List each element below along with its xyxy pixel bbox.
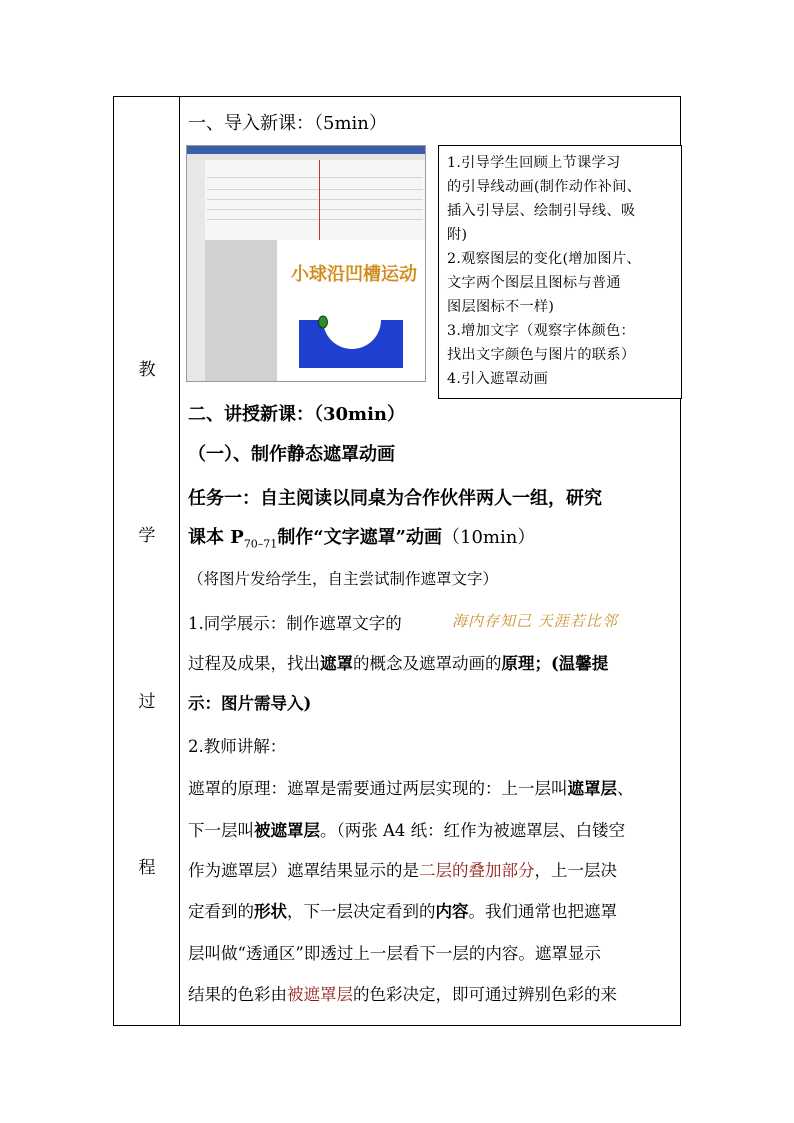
callout-line-9: 找出文字颜色与图片的联系） xyxy=(447,347,636,363)
intro-notes-callout xyxy=(438,145,682,399)
callout-line-3: 插入引导层、绘制引导线、吸 xyxy=(447,203,636,219)
section2-heading: 二、讲授新课：（30min） xyxy=(188,404,406,425)
label-char-4: 程 xyxy=(138,858,156,878)
content-column xyxy=(180,97,680,1025)
callout-line-1: 1.引导学生回顾上节课学习 xyxy=(447,155,621,171)
stage-title-text: 小球沿凹槽运动 xyxy=(291,264,417,285)
label-char-1: 教 xyxy=(138,360,156,380)
flash-title-bar xyxy=(187,146,425,154)
task-line-2: 课本 $P_{70-71}$制作“文字遮罩”动画（10min） xyxy=(188,527,536,551)
explain-line-2: 下一层叫被遮罩层。（两张 A4 纸：红作为被遮罩层、白镂空 xyxy=(188,821,626,840)
ball-graphic xyxy=(319,316,328,328)
callout-line-6: 文字两个图层且图标与普通 xyxy=(447,275,621,291)
section1-heading: 一、导入新课：（5min） xyxy=(188,113,387,134)
explain-line-1: 遮罩的原理：遮罩是需要通过两层实现的：上一层叫遮罩层、 xyxy=(188,779,634,798)
explain-line-6: 结果的色彩由被遮罩层的色彩决定，即可通过辨别色彩的来 xyxy=(188,985,617,1004)
explain-line-4: 定看到的形状，下一层决定看到的内容。我们通常也把遮罩 xyxy=(188,902,617,921)
label-char-3: 过 xyxy=(138,692,156,712)
flash-toolbox xyxy=(187,160,206,381)
explain-line-3: 作为遮罩层）遮罩结果显示的是二层的叠加部分，上一层决 xyxy=(188,861,617,880)
callout-line-4: 附) xyxy=(447,227,468,243)
point1-line2: 过程及成果，找出遮罩的概念及遮罩动画的原理；(温馨提 xyxy=(188,654,609,673)
task-note: （将图片发给学生，自主尝试制作遮罩文字） xyxy=(188,570,499,588)
point1-line3: 示：图片需导入) xyxy=(188,694,312,713)
flash-screenshot xyxy=(186,145,426,382)
flash-workspace xyxy=(205,240,277,381)
callout-line-5: 2.观察图层的变化(增加图片、 xyxy=(447,251,641,267)
lesson-table xyxy=(113,96,681,1026)
poem-image-text: 海内存知己 天涯若比邻 xyxy=(452,612,618,630)
explain-line-5: 层叫做“透通区”即透过上一层看下一层的内容。遮罩显示 xyxy=(188,944,601,963)
point1-line1: 1.同学展示：制作遮罩文字的 xyxy=(188,614,402,633)
callout-line-8: 3.增加文字（观察字体颜色： xyxy=(447,323,635,339)
flash-timeline xyxy=(205,160,425,241)
flash-stage xyxy=(277,240,425,381)
point2-heading: 2.教师讲解： xyxy=(188,737,287,756)
trough-graphic xyxy=(297,314,407,374)
task-line-1: 任务一：自主阅读以同桌为合作伙伴两人一组，研究 xyxy=(188,488,602,509)
callout-line-2: 的引导线动画(制作动作补间、 xyxy=(447,179,642,195)
section2-subheading: （一）、制作静态遮罩动画 xyxy=(188,444,395,465)
callout-line-10: 4.引入遮罩动画 xyxy=(447,371,549,387)
process-label-column xyxy=(114,97,180,1025)
label-char-2: 学 xyxy=(138,526,156,546)
callout-line-7: 图层图标不一样) xyxy=(447,299,555,315)
timeline-playhead xyxy=(319,160,320,240)
